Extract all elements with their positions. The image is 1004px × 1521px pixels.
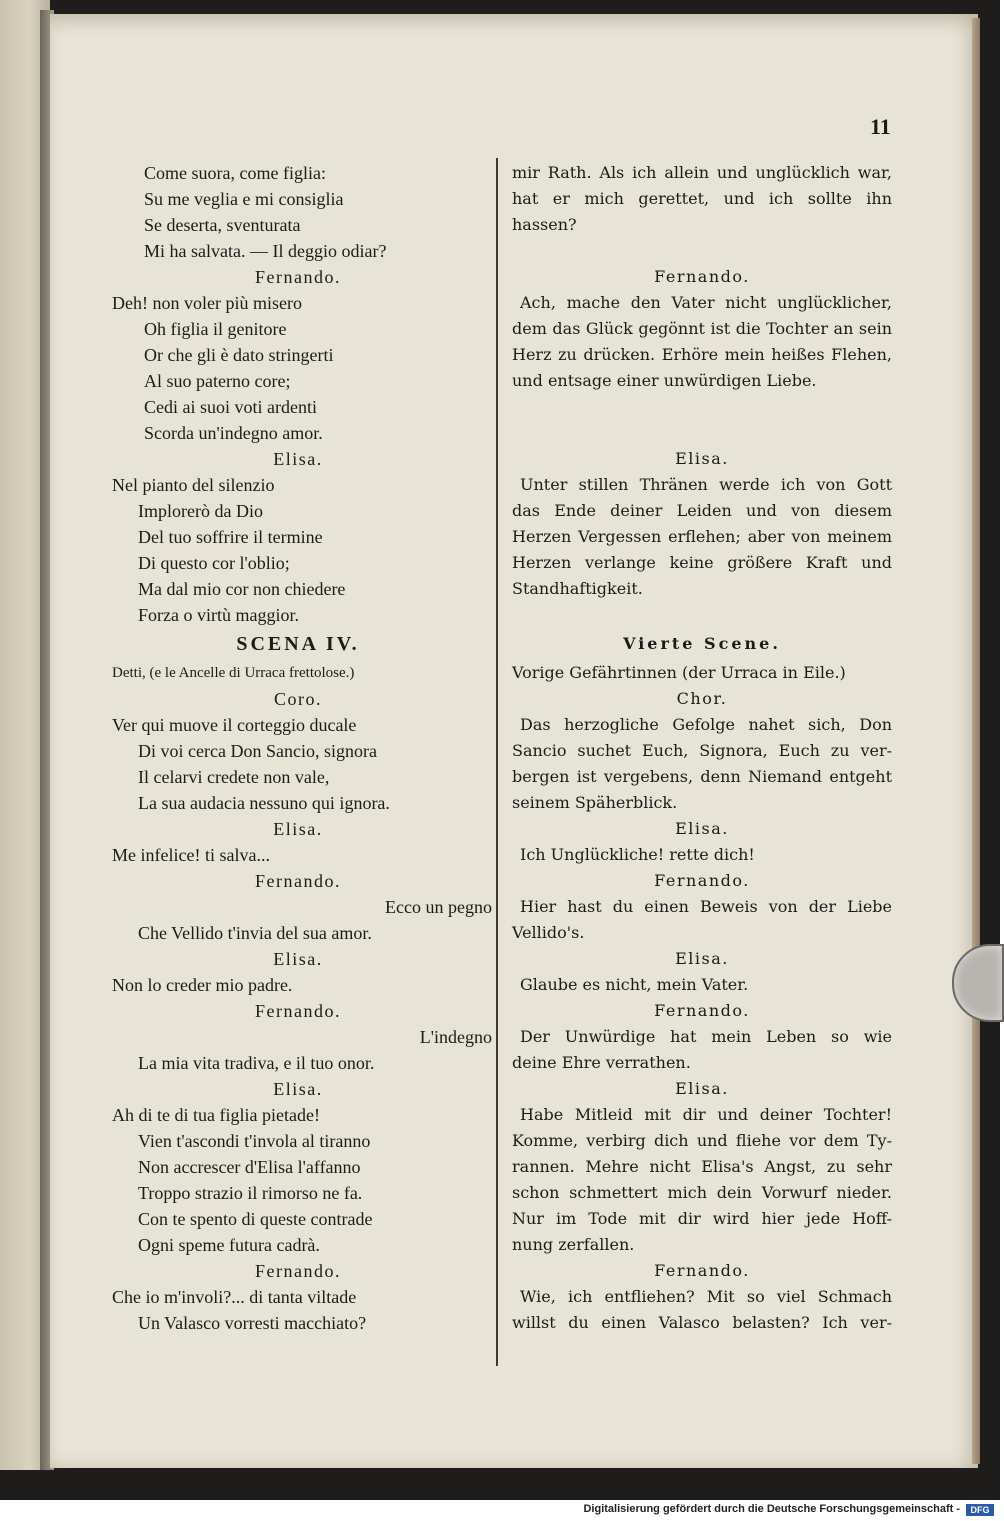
italian-column xyxy=(104,160,492,1336)
german-spacer xyxy=(512,394,892,420)
german-scene-heading: Vierte Scene. xyxy=(623,634,781,653)
italian-text-line: La sua audacia nessuno qui ignora. xyxy=(138,793,390,813)
german-text-line: Vellido's. xyxy=(512,923,585,942)
italian-text-line: Fernando. xyxy=(255,1261,341,1281)
german-text-line: Unter stillen Thränen werde ich von Gott xyxy=(520,475,892,494)
german-text-line: Elisa. xyxy=(675,449,729,468)
italian-text-line: Se deserta, sventurata xyxy=(144,215,301,235)
page-right-edge xyxy=(972,18,980,1464)
italian-text-line: Nel pianto del silenzio xyxy=(112,475,275,495)
german-text-line: Elisa. xyxy=(675,1079,729,1098)
german-text-line: Der Unwürdige hat mein Leben so wie xyxy=(520,1027,892,1046)
german-text-line: Komme, verbirg dich und fliehe vor dem Ty- xyxy=(512,1131,892,1150)
german-text-line: Vorige Gefährtinnen (der Urraca in Eile.) xyxy=(512,663,846,682)
german-text-line: Chor. xyxy=(676,689,728,708)
column-divider xyxy=(496,158,498,1366)
italian-text-line: Oh figlia il genitore xyxy=(144,319,287,339)
german-text-line: Fernando. xyxy=(654,871,750,890)
italian-text-line: Detti, (e le Ancelle di Urraca frettolose.) xyxy=(112,665,355,681)
italian-text-line: Implorerò da Dio xyxy=(138,501,263,521)
german-text-line: dem das Glück gegönnt ist die Tochter an sein xyxy=(512,319,892,338)
german-text-line: seinem Späherblick. xyxy=(512,793,678,812)
page-number: 11 xyxy=(870,114,891,139)
german-text-line: Fernando. xyxy=(654,1261,750,1280)
italian-text-line: Elisa. xyxy=(273,1079,323,1099)
italian-text-line: Che io m'involi?... di tanta viltade xyxy=(112,1287,357,1307)
italian-text-line: Ogni speme futura cadrà. xyxy=(138,1235,320,1255)
german-text-line: Nur im Tode mit dir wird hier jede Hoff- xyxy=(512,1209,892,1228)
german-text-line: Herz zu drücken. Erhöre mein heißes Flehen, xyxy=(512,345,892,364)
italian-text-line: Elisa. xyxy=(273,449,323,469)
italian-text-line: Ma dal mio cor non chiedere xyxy=(138,579,346,599)
italian-text-line: Vien t'ascondi t'invola al tiranno xyxy=(138,1131,371,1151)
italian-text-line: Ver qui muove il corteggio ducale xyxy=(112,715,357,735)
german-spacer xyxy=(512,238,892,264)
german-text-line: Hier hast du einen Beweis von der Liebe xyxy=(520,897,892,916)
italian-text-line: Ah di te di tua figlia pietade! xyxy=(112,1105,320,1125)
german-text-line: Sancio suchet Euch, Signora, Euch zu ver- xyxy=(512,741,892,760)
german-column xyxy=(512,160,892,1336)
italian-text-line: Il celarvi credete non vale, xyxy=(138,767,330,787)
german-text-line: Elisa. xyxy=(675,819,729,838)
german-text-line: Herzen Vergessen erflehen; aber von meinem xyxy=(512,527,892,546)
german-text-line: willst du einen Valasco belasten? Ich ver- xyxy=(512,1313,892,1332)
dfg-logo: DFG xyxy=(966,1504,994,1516)
german-text-line: rannen. Mehre nicht Elisa's Angst, zu sehr xyxy=(512,1157,892,1176)
german-text-line: hat er mich gerettet, und ich sollte ihn hassen? xyxy=(512,189,892,234)
german-text-line: Fernando. xyxy=(654,267,750,286)
italian-text-line: Elisa. xyxy=(273,819,323,839)
italian-text-line: Forza o virtù maggior. xyxy=(138,605,299,625)
german-text-line: Elisa. xyxy=(675,949,729,968)
italian-text-line: Di voi cerca Don Sancio, signora xyxy=(138,741,377,761)
italian-text-line: Or che gli è dato stringerti xyxy=(144,345,334,365)
italian-text-line: La mia vita tradiva, e il tuo onor. xyxy=(138,1053,375,1073)
german-text-line: Glaube es nicht, mein Vater. xyxy=(520,975,749,994)
german-text-line: deine Ehre verrathen. xyxy=(512,1053,691,1072)
italian-text-line: Al suo paterno core; xyxy=(144,371,291,391)
italian-text-line: Deh! non voler più misero xyxy=(112,293,302,313)
italian-text-line: Fernando. xyxy=(255,1001,341,1021)
italian-text-line: Elisa. xyxy=(273,949,323,969)
italian-text-line: Un Valasco vorresti macchiato? xyxy=(138,1313,367,1333)
german-text-line: mir Rath. Als ich allein und unglücklich war, xyxy=(512,163,892,182)
italian-text-line: Che Vellido t'invia del sua amor. xyxy=(138,923,372,943)
footer-bar xyxy=(0,1500,1000,1521)
italian-text-line: Non accrescer d'Elisa l'affanno xyxy=(138,1157,361,1177)
italian-text-line: Di questo cor l'oblio; xyxy=(138,553,290,573)
italian-text-line: Del tuo soffrire il termine xyxy=(138,527,323,547)
german-text-line: Herzen verlange keine größere Kraft und xyxy=(512,553,892,572)
german-text-line: Das herzogliche Gefolge nahet sich, Don xyxy=(520,715,892,734)
italian-text-line: Con te spento di queste contrade xyxy=(138,1209,373,1229)
german-text-line: das Ende deiner Leiden und von diesem xyxy=(512,501,892,520)
italian-text-line: Coro. xyxy=(274,689,322,709)
italian-text-line: Fernando. xyxy=(255,871,341,891)
italian-text-line: Me infelice! ti salva... xyxy=(112,845,270,865)
italian-text-line: Troppo strazio il rimorso ne fa. xyxy=(138,1183,363,1203)
german-text-line: Fernando. xyxy=(654,1001,750,1020)
italian-scene-heading: SCENA IV. xyxy=(236,633,360,655)
italian-text-line: Fernando. xyxy=(255,267,341,287)
italian-text-line: Cedi ai suoi voti ardenti xyxy=(144,397,317,417)
footer-credit: Digitalisierung gefördert durch die Deutsche Forschungsgemeinschaft - xyxy=(583,1503,960,1515)
german-text-line: nung zerfallen. xyxy=(512,1235,635,1254)
german-spacer xyxy=(512,602,892,628)
italian-text-line: Scorda un'indegno amor. xyxy=(144,423,323,443)
italian-text-line: Mi ha salvata. — Il deggio odiar? xyxy=(144,241,387,261)
german-text-line: bergen ist vergebens, denn Niemand entgeht xyxy=(512,767,892,786)
german-text-line: schon schmettert mich dein Vorwurf nieder. xyxy=(512,1183,892,1202)
italian-text-line: Ecco un pegno xyxy=(385,897,492,917)
german-spacer xyxy=(512,420,892,446)
german-text-line: Wie, ich entfliehen? Mit so viel Schmach xyxy=(520,1287,892,1306)
italian-text-line: Come suora, come figlia: xyxy=(144,163,326,183)
italian-text-line: Non lo creder mio padre. xyxy=(112,975,293,995)
german-text-line: Ich Unglückliche! rette dich! xyxy=(520,845,755,864)
german-text-line: und entsage einer unwürdigen Liebe. xyxy=(512,371,817,390)
german-text-line: Ach, mache den Vater nicht unglücklicher, xyxy=(520,293,892,312)
german-text-line: Standhaftigkeit. xyxy=(512,579,643,598)
german-text-line: Habe Mitleid mit dir und deiner Tochter! xyxy=(520,1105,892,1124)
italian-text-line: L'indegno xyxy=(419,1027,492,1047)
italian-text-line: Su me veglia e mi consiglia xyxy=(144,189,344,209)
